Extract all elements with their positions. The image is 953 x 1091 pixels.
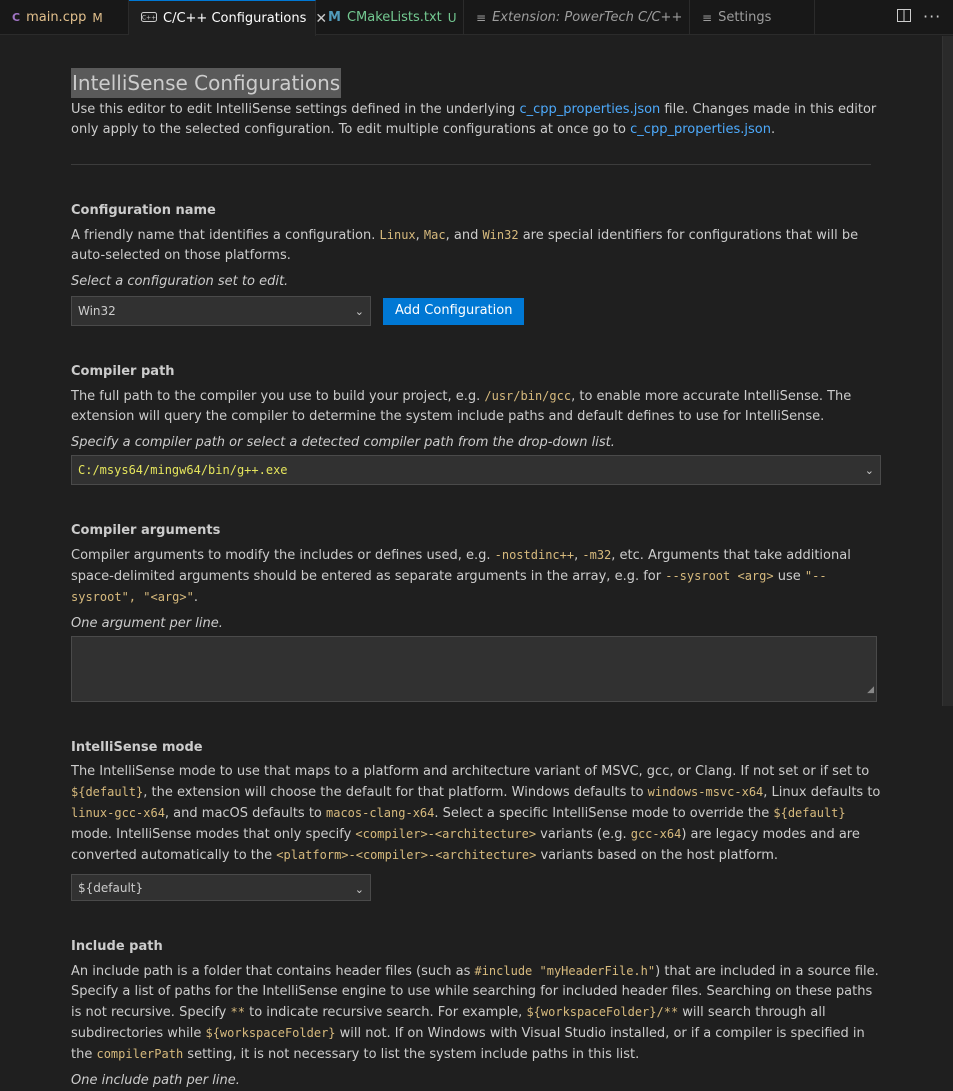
tab-label: Extension: PowerTech C/C++ <box>492 10 683 25</box>
tab-label: Settings <box>718 10 772 25</box>
more-actions-icon[interactable]: ··· <box>923 7 942 26</box>
tab-label: CMakeLists.txt <box>346 10 442 25</box>
close-icon[interactable]: ✕ <box>315 10 328 27</box>
resize-grip-icon[interactable]: ◢ <box>867 685 874 695</box>
intro-description <box>71 100 881 140</box>
git-status-badge: M <box>92 10 103 25</box>
properties-json-link-2[interactable]: c_cpp_properties.json <box>630 122 772 137</box>
chevron-down-icon: ⌄ <box>864 464 874 477</box>
section-hint: One argument per line. <box>71 616 223 631</box>
section-description: A friendly name that identifies a configuration. Linux, Mac, and Win32 are special identifiers for configurations that will be auto-selected on those platforms. <box>71 228 859 263</box>
section-include-path <box>71 937 881 1091</box>
compiler-arguments-textarea[interactable] <box>71 636 877 702</box>
tab-cmakelists[interactable] <box>316 0 464 35</box>
section-hint: Specify a compiler path or select a detected compiler path from the drop-down list. <box>71 435 615 450</box>
git-status-badge: U <box>447 10 457 25</box>
split-editor-icon[interactable] <box>897 9 911 22</box>
section-description: An include path is a folder that contains header files (such as #include "myHeaderFile.h") that are included in a source file. Specify a list of paths for the IntelliSense engine to use while searching for included header files. Searching on these paths is not recursive. Specify ** to indicate recursive search. For example, ${workspaceFolder}/** will search through all subdirectories while ${workspaceFolder} will not. If on Windows with Visual Studio installed, or if a compiler is specified in the compilerPath setting, it is not necessary to list the system include paths in this list. <box>71 964 879 1062</box>
tab-extension-powertech[interactable] <box>464 0 690 35</box>
properties-json-link[interactable]: c_cpp_properties.json <box>519 102 661 117</box>
section-title: Compiler path <box>71 364 175 379</box>
section-compiler-arguments <box>71 521 881 702</box>
selected-value: ${default} <box>78 880 144 895</box>
chevron-down-icon: ⌄ <box>354 305 364 318</box>
compiler-path-combobox[interactable] <box>71 455 881 485</box>
tab-label: C/C++ Configurations <box>163 11 307 26</box>
section-description: The full path to the compiler you use to build your project, e.g. /usr/bin/gcc, to enable more accurate IntelliSense. The extension will query the compiler to determine the system include paths and default defines to use for IntelliSense. <box>71 389 852 424</box>
intro-text: . <box>771 122 776 137</box>
tab-main-cpp[interactable] <box>0 0 129 35</box>
settings-icon: ≡ <box>702 10 713 25</box>
section-intellisense-mode <box>71 738 881 901</box>
tab-cpp-configurations[interactable] <box>129 0 328 36</box>
vertical-scrollbar[interactable] <box>942 36 953 706</box>
section-title: Configuration name <box>71 203 216 218</box>
section-configuration-name <box>71 201 881 326</box>
compiler-path-value: C:/msys64/mingw64/bin/g++.exe <box>78 463 288 477</box>
intro-text: file. Changes made in this editor only apply to the selected configuration. To edit multiple configurations at once go to <box>71 102 877 137</box>
tab-settings[interactable] <box>690 0 815 35</box>
editor-tab-bar <box>0 0 953 35</box>
tab-label: main.cpp <box>26 10 87 25</box>
section-compiler-path <box>71 362 881 485</box>
section-title: Include path <box>71 939 163 954</box>
section-title: IntelliSense mode <box>71 740 203 755</box>
section-description: Compiler arguments to modify the includes or defines used, e.g. -nostdinc++, -m32, etc. Arguments that take additional space-delimited arguments should be entered as separate arguments in the array, e.g. for --sysroot <arg> use "--sysroot", "<arg>". <box>71 548 851 605</box>
section-title: Compiler arguments <box>71 523 221 538</box>
cpp-icon: C <box>12 11 21 24</box>
cpp-config-icon <box>141 12 157 25</box>
svg-text:C++: C++ <box>141 14 157 22</box>
selected-value: Win32 <box>78 304 116 318</box>
settings-content <box>71 68 881 1091</box>
add-configuration-button[interactable]: Add Configuration <box>383 298 524 325</box>
section-description: The IntelliSense mode to use that maps to a platform and architecture variant of MSVC, gcc, or Clang. If not set or if set to ${default}, the extension will choose the default for that platform. Windows defaults to windows-msvc-x64, Linux defaults to linux-gcc-x64, and macOS defaults to macos-clang-x64. Select a specific IntelliSense mode to override the ${default} mode. IntelliSense modes that only specify <compiler>-<architecture> variants (e.g. gcc-x64) are legacy modes and are converted automatically to the <platform>-<compiler>-<architecture> variants based on the host platform. <box>71 764 881 863</box>
divider <box>71 164 871 165</box>
intellisense-mode-select[interactable] <box>71 874 371 901</box>
section-hint: Select a configuration set to edit. <box>71 274 289 289</box>
configuration-select[interactable] <box>71 296 371 326</box>
page-title: IntelliSense Configurations <box>71 68 341 98</box>
cmake-icon: M <box>328 10 341 25</box>
intro-text: Use this editor to edit IntelliSense settings defined in the underlying <box>71 102 520 117</box>
section-hint: One include path per line. <box>71 1073 240 1088</box>
chevron-down-icon: ⌄ <box>354 883 364 896</box>
extension-preview-icon: ≡ <box>476 10 487 25</box>
